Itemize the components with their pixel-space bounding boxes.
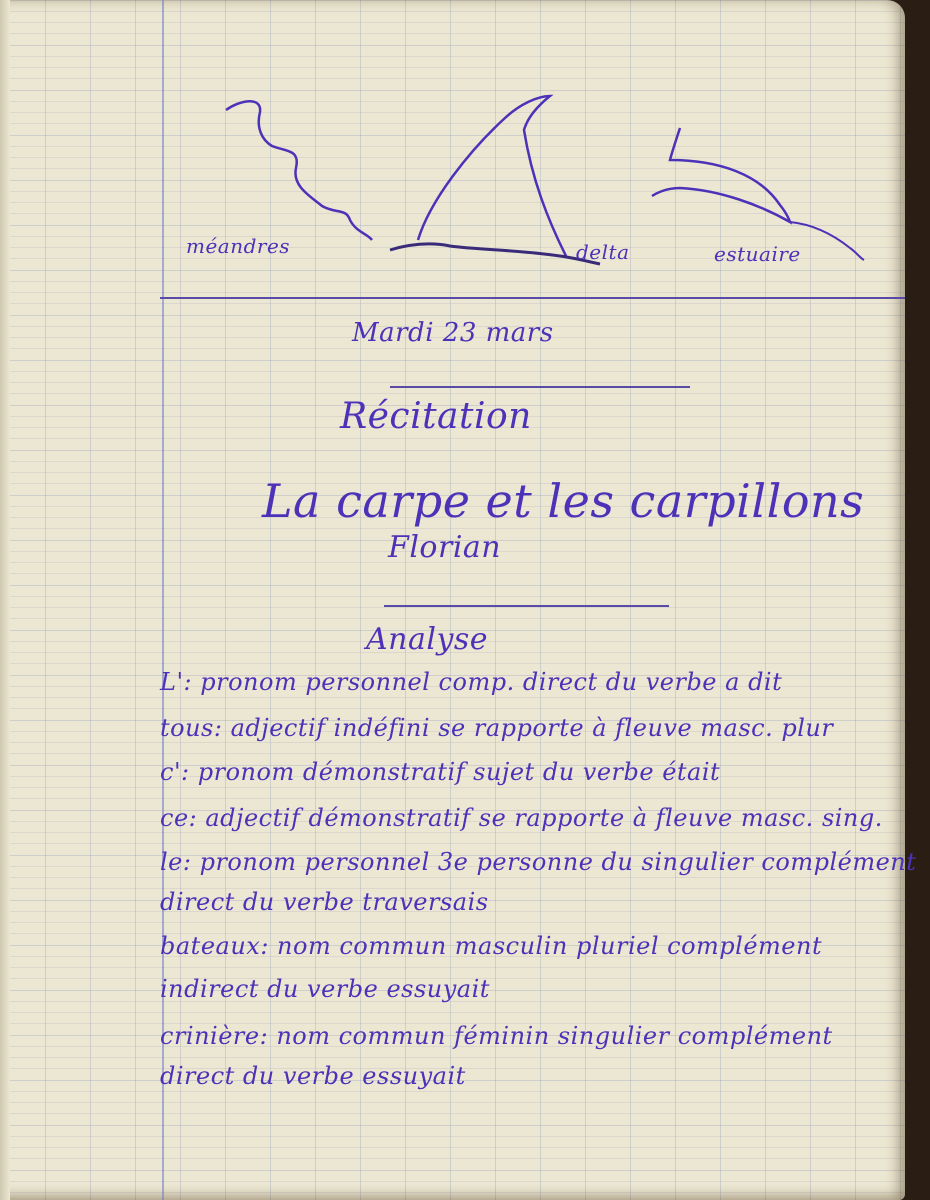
author: Florian [388, 530, 502, 565]
analysis-line: le: pronom personnel 3e personne du singulier complément [160, 848, 917, 876]
estuaire-coast [790, 222, 864, 260]
divider-top [160, 297, 905, 299]
analysis-line: ce: adjectif démonstratif se rapporte à fleuve masc. sing. [160, 804, 883, 832]
section-title: Récitation [340, 396, 532, 437]
analysis-line: c': pronom démonstratif sujet du verbe était [160, 758, 721, 786]
estuaire-drawing [652, 128, 790, 222]
analysis-line: indirect du verbe essuyait [160, 975, 490, 1003]
label-estuaire: estuaire [714, 242, 801, 266]
analysis-line: crinière: nom commun féminin singulier complément [160, 1022, 833, 1050]
analysis-line: direct du verbe traversais [160, 888, 489, 916]
delta-drawing [418, 96, 566, 256]
delta-base [390, 244, 600, 264]
analysis-heading: Analyse [366, 622, 489, 657]
analysis-line: tous: adjectif indéfini se rapporte à fleuve masc. plur [160, 714, 834, 742]
poem-title: La carpe et les carpillons [262, 474, 865, 528]
label-delta: delta [576, 240, 630, 264]
analysis-line: direct du verbe essuyait [160, 1062, 466, 1090]
analysis-line: L': pronom personnel comp. direct du verbe a dit [160, 668, 783, 696]
meandre-drawing [226, 101, 372, 240]
label-meandres: méandres [186, 234, 291, 258]
divider-date [390, 386, 690, 388]
date: Mardi 23 mars [352, 318, 554, 348]
analysis-line: bateaux: nom commun masculin pluriel complément [160, 932, 823, 960]
divider-analysis [384, 605, 669, 607]
